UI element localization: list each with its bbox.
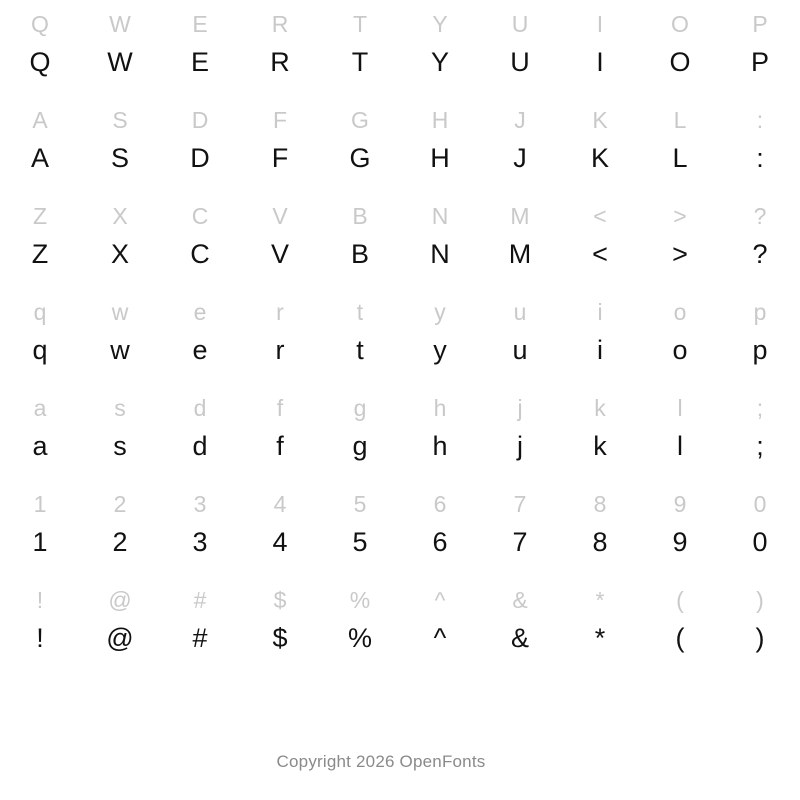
- glyph-cell: w: [111, 299, 129, 325]
- glyph-cell: 0: [753, 491, 767, 517]
- glyph-cell: H: [430, 143, 450, 173]
- glyph-cell: f: [276, 395, 284, 421]
- glyph-row-dark: [0, 330, 800, 370]
- glyph-cell: F: [272, 107, 288, 133]
- glyph-cell: r: [276, 299, 284, 325]
- glyph-cell: Y: [432, 11, 448, 37]
- glyph-cell: 0: [752, 527, 768, 557]
- glyph-row-light: [0, 6, 800, 42]
- glyph-cell: y: [434, 299, 446, 325]
- glyph-cell: s: [114, 395, 126, 421]
- glyph-cell: P: [752, 11, 768, 37]
- glyph-cell: $: [273, 587, 287, 613]
- glyph-cell: u: [513, 299, 527, 325]
- glyph-cell: (: [676, 587, 684, 613]
- glyph-row-pair: [0, 198, 800, 274]
- glyph-cell: k: [593, 431, 607, 461]
- glyph-cell: 7: [513, 491, 527, 517]
- glyph-cell: C: [190, 239, 210, 269]
- glyph-cell: >: [673, 203, 687, 229]
- glyph-cell: 8: [593, 491, 607, 517]
- glyph-cell: E: [192, 11, 208, 37]
- glyph-cell: ): [755, 623, 765, 653]
- glyph-cell: N: [431, 203, 449, 229]
- glyph-cell: o: [672, 335, 688, 365]
- glyph-row-pair: [0, 390, 800, 466]
- glyph-cell: j: [517, 395, 523, 421]
- glyph-row-pair: [0, 6, 800, 82]
- glyph-cell: a: [33, 395, 47, 421]
- glyph-row-light: [0, 390, 800, 426]
- glyph-cell: #: [193, 587, 207, 613]
- glyph-cell: A: [30, 143, 49, 173]
- glyph-cell: l: [677, 395, 683, 421]
- glyph-cell: O: [669, 47, 691, 77]
- glyph-cell: 6: [432, 527, 448, 557]
- glyph-cell: W: [109, 11, 131, 37]
- glyph-cell: :: [756, 143, 764, 173]
- glyph-cell: j: [517, 431, 523, 461]
- glyph-cell: R: [271, 11, 289, 37]
- glyph-cell: g: [353, 395, 367, 421]
- glyph-row-pair: [0, 486, 800, 562]
- glyph-cell: 3: [193, 491, 207, 517]
- glyph-cell: S: [112, 107, 128, 133]
- glyph-cell: U: [511, 11, 529, 37]
- glyph-cell: e: [193, 299, 207, 325]
- glyph-cell: V: [272, 203, 288, 229]
- glyph-row-light: [0, 294, 800, 330]
- glyph-cell: L: [672, 143, 688, 173]
- glyph-cell: H: [431, 107, 449, 133]
- glyph-cell: $: [272, 623, 288, 653]
- glyph-cell: >: [672, 239, 688, 269]
- glyph-cell: f: [276, 431, 284, 461]
- glyph-cell: 6: [433, 491, 447, 517]
- glyph-cell: B: [350, 239, 369, 269]
- glyph-cell: 4: [272, 527, 288, 557]
- glyph-cell: u: [512, 335, 528, 365]
- glyph-row-dark: [0, 618, 800, 658]
- glyph-cell: Z: [32, 203, 48, 229]
- glyph-cell: h: [433, 395, 447, 421]
- glyph-cell: q: [33, 299, 47, 325]
- glyph-cell: &: [510, 623, 529, 653]
- glyph-cell: d: [193, 395, 207, 421]
- glyph-cell: e: [192, 335, 208, 365]
- glyph-cell: ): [756, 587, 764, 613]
- glyph-cell: !: [36, 623, 44, 653]
- glyph-cell: <: [593, 203, 607, 229]
- glyph-cell: %: [347, 623, 372, 653]
- glyph-row-dark: [0, 426, 800, 466]
- glyph-cell: 9: [672, 527, 688, 557]
- glyph-cell: S: [110, 143, 129, 173]
- glyph-cell: o: [673, 299, 687, 325]
- glyph-cell: K: [592, 107, 608, 133]
- glyph-row-dark: [0, 138, 800, 178]
- glyph-cell: ^: [433, 623, 447, 653]
- glyph-cell: E: [190, 47, 209, 77]
- glyph-cell: T: [352, 11, 368, 37]
- glyph-cell: y: [433, 335, 447, 365]
- glyph-cell: V: [270, 239, 289, 269]
- glyph-cell: R: [270, 47, 290, 77]
- glyph-row-pair: [0, 582, 800, 658]
- glyph-cell: &: [512, 587, 528, 613]
- glyph-cell: 5: [353, 491, 367, 517]
- glyph-cell: 9: [673, 491, 687, 517]
- glyph-cell: 4: [273, 491, 287, 517]
- glyph-cell: I: [596, 11, 604, 37]
- glyph-cell: 5: [352, 527, 368, 557]
- glyph-row-dark: [0, 522, 800, 562]
- glyph-cell: *: [594, 623, 606, 653]
- glyph-cell: (: [675, 623, 685, 653]
- glyph-cell: a: [32, 431, 48, 461]
- glyph-cell: X: [112, 203, 128, 229]
- copyright-notice: Copyright 2026 OpenFonts: [276, 752, 486, 771]
- glyph-cell: g: [352, 431, 368, 461]
- glyph-cell: p: [753, 299, 767, 325]
- glyph-cell: ;: [756, 431, 764, 461]
- glyph-row-dark: [0, 234, 800, 274]
- glyph-cell: q: [32, 335, 48, 365]
- glyph-row-dark: [0, 42, 800, 82]
- glyph-cell: 3: [192, 527, 208, 557]
- glyph-row-pair: [0, 102, 800, 178]
- glyph-cell: r: [275, 335, 285, 365]
- glyph-cell: <: [592, 239, 608, 269]
- glyph-cell: Y: [430, 47, 449, 77]
- glyph-row-light: [0, 486, 800, 522]
- glyph-cell: M: [510, 203, 530, 229]
- glyph-cell: 8: [592, 527, 608, 557]
- glyph-cell: 2: [112, 527, 128, 557]
- glyph-row-light: [0, 198, 800, 234]
- glyph-cell: ?: [752, 239, 768, 269]
- glyph-cell: U: [510, 47, 530, 77]
- glyph-cell: !: [36, 587, 44, 613]
- glyph-cell: I: [596, 47, 604, 77]
- glyph-cell: @: [106, 623, 134, 653]
- glyph-cell: Q: [31, 11, 49, 37]
- glyph-cell: G: [349, 143, 371, 173]
- glyph-cell: i: [597, 335, 603, 365]
- glyph-row-pair: [0, 294, 800, 370]
- glyph-cell: ^: [434, 587, 446, 613]
- glyph-cell: O: [671, 11, 689, 37]
- glyph-cell: Z: [31, 239, 49, 269]
- glyph-cell: @: [108, 587, 132, 613]
- glyph-cell: 2: [113, 491, 127, 517]
- glyph-cell: ?: [753, 203, 767, 229]
- glyph-cell: t: [356, 299, 364, 325]
- glyph-row-light: [0, 102, 800, 138]
- glyph-cell: N: [430, 239, 450, 269]
- glyph-cell: 1: [32, 527, 48, 557]
- glyph-cell: d: [192, 431, 208, 461]
- glyph-cell: D: [191, 107, 209, 133]
- glyph-cell: P: [750, 47, 769, 77]
- glyph-cell: B: [352, 203, 368, 229]
- glyph-cell: 1: [33, 491, 47, 517]
- glyph-cell: X: [110, 239, 129, 269]
- glyph-cell: D: [190, 143, 210, 173]
- glyph-cell: C: [191, 203, 209, 229]
- glyph-cell: w: [110, 335, 130, 365]
- glyph-cell: #: [192, 623, 208, 653]
- glyph-cell: G: [351, 107, 369, 133]
- glyph-cell: %: [349, 587, 371, 613]
- glyph-cell: T: [351, 47, 369, 77]
- glyph-cell: 7: [512, 527, 528, 557]
- glyph-cell: J: [514, 107, 526, 133]
- glyph-cell: M: [508, 239, 532, 269]
- glyph-cell: l: [677, 431, 683, 461]
- glyph-cell: K: [590, 143, 609, 173]
- glyph-cell: :: [756, 107, 764, 133]
- glyph-row-light: [0, 582, 800, 618]
- glyph-cell: Q: [29, 47, 51, 77]
- glyph-cell: s: [113, 431, 127, 461]
- glyph-cell: t: [356, 335, 364, 365]
- glyph-cell: F: [271, 143, 289, 173]
- glyph-cell: *: [595, 587, 605, 613]
- glyph-cell: W: [107, 47, 133, 77]
- glyph-cell: A: [32, 107, 48, 133]
- glyph-cell: p: [752, 335, 768, 365]
- glyph-cell: i: [597, 299, 603, 325]
- glyph-cell: L: [673, 107, 687, 133]
- glyph-cell: J: [513, 143, 527, 173]
- glyph-cell: ;: [756, 395, 764, 421]
- glyph-cell: k: [594, 395, 606, 421]
- glyph-cell: h: [432, 431, 448, 461]
